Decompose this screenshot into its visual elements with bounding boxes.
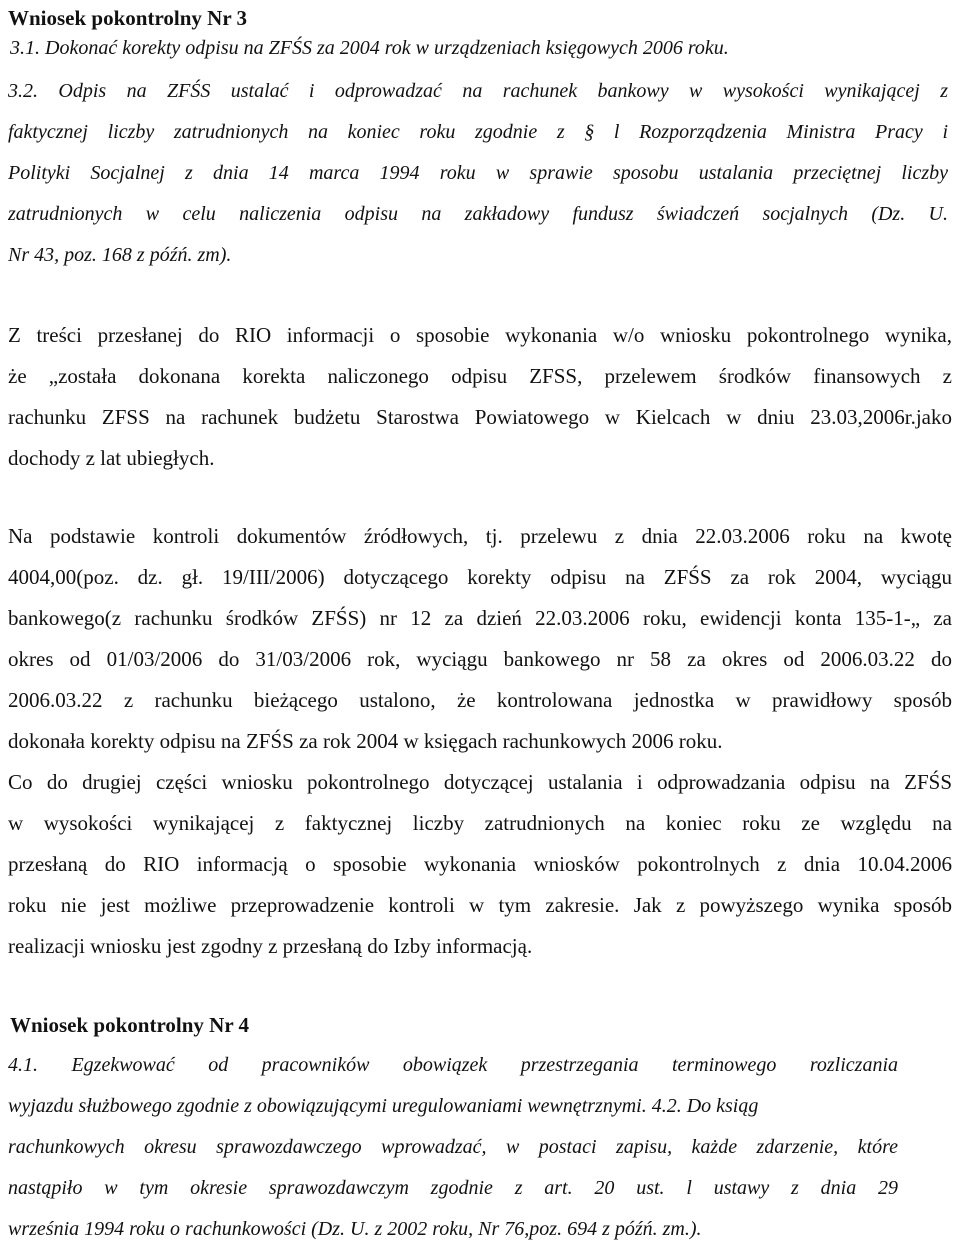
item-3-2-line: Polityki Socjalnej z dnia 14 marca 1994 roku w sprawie sposobu ustalania przeciętnej liczby xyxy=(8,162,948,184)
item-4-line: września 1994 roku o rachunkowości (Dz. U. z 2002 roku, Nr 76,poz. 694 z późń. zm.). xyxy=(8,1218,702,1240)
paragraph-rio-info xyxy=(8,315,952,479)
paragraph-line: okres od 01/03/2006 do 31/03/2006 rok, wyciągu bankowego nr 58 za okres od 2006.03.22 do xyxy=(8,647,952,671)
paragraph-line: Na podstawie kontroli dokumentów źródłowych, tj. przelewu z dnia 22.03.2006 roku na kwotę xyxy=(8,524,952,548)
paragraph-line: Z treści przesłanej do RIO informacji o sposobie wykonania w/o wniosku pokontrolnego wynika, xyxy=(8,323,952,347)
paragraph-line: przesłaną do RIO informacją o sposobie wykonania wniosków pokontrolnych z dnia 10.04.2006 xyxy=(8,852,952,876)
paragraph-line: dochody z lat ubiegłych. xyxy=(8,446,215,470)
item-3-1-text: 3.1. Dokonać korekty odpisu na ZFŚS za 2004 rok w urządzeniach księgowych 2006 roku. xyxy=(10,37,729,59)
item-4-line: 4.1. Egzekwować od pracowników obowiązek przestrzegania terminowego rozliczania xyxy=(8,1054,898,1076)
item-4-line: nastąpiło w tym okresie sprawozdawczym zgodnie z art. 20 ust. l ustawy z dnia 29 xyxy=(8,1177,898,1199)
paragraph-second-part xyxy=(8,762,952,967)
paragraph-line: w wysokości wynikającej z faktycznej liczby zatrudnionych na koniec roku ze względu na xyxy=(8,811,952,835)
item-3-1 xyxy=(10,28,950,69)
item-3-2-line: zatrudnionych w celu naliczenia odpisu na zakładowy fundusz świadczeń socjalnych (Dz. U. xyxy=(8,203,948,225)
paragraph-line: Co do drugiej części wniosku pokontrolnego dotyczącej ustalania i odprowadzania odpisu na ZFŚS xyxy=(8,770,952,794)
item-4-line: rachunkowych okresu sprawozdawczego wprowadzać, w postaci zapisu, każde zdarzenie, które xyxy=(8,1136,898,1158)
item-3-2-line: faktycznej liczby zatrudnionych na koniec roku zgodnie z § l Rozporządzenia Ministra Pracy i xyxy=(8,121,948,143)
item-3-2-line: Nr 43, poz. 168 z późń. zm). xyxy=(8,244,232,266)
item-3-2-line: 3.2. Odpis na ZFŚS ustalać i odprowadzać na rachunek bankowy w wysokości wynikającej z xyxy=(8,80,948,102)
paragraph-line: roku nie jest możliwe przeprowadzenie kontroli w tym zakresie. Jak z powyższego wynika sposób xyxy=(8,893,952,917)
item-4 xyxy=(8,1045,898,1250)
paragraph-source-documents xyxy=(8,516,952,762)
paragraph-line: że „została dokonana korekta naliczonego odpisu ZFSS, przelewem środków finansowych z xyxy=(8,364,952,388)
paragraph-line: 2006.03.22 z rachunku bieżącego ustalono, że kontrolowana jednostka w prawidłowy sposób xyxy=(8,688,952,712)
item-4-line: wyjazdu służbowego zgodnie z obowiązującymi uregulowaniami wewnętrznymi. 4.2. Do ksiąg xyxy=(8,1095,759,1117)
paragraph-line: 4004,00(poz. dz. gł. 19/III/2006) dotyczącego korekty odpisu na ZFŚS za rok 2004, wyciągu xyxy=(8,565,952,589)
paragraph-line: rachunku ZFSS na rachunek budżetu Starostwa Powiatowego w Kielcach w dniu 23.03,2006r.jako xyxy=(8,405,952,429)
item-3-2 xyxy=(8,71,948,276)
section-heading-nr3: Wniosek pokontrolny Nr 3 xyxy=(8,6,248,30)
section-heading-nr4: Wniosek pokontrolny Nr 4 xyxy=(10,1013,250,1037)
paragraph-line: realizacji wniosku jest zgodny z przesłaną do Izby informacją. xyxy=(8,934,533,958)
paragraph-line: bankowego(z rachunku środków ZFŚS) nr 12 za dzień 22.03.2006 roku, ewidencji konta 135-1-„ za xyxy=(8,606,952,630)
paragraph-line: dokonała korekty odpisu na ZFŚS za rok 2004 w księgach rachunkowych 2006 roku. xyxy=(8,729,723,753)
